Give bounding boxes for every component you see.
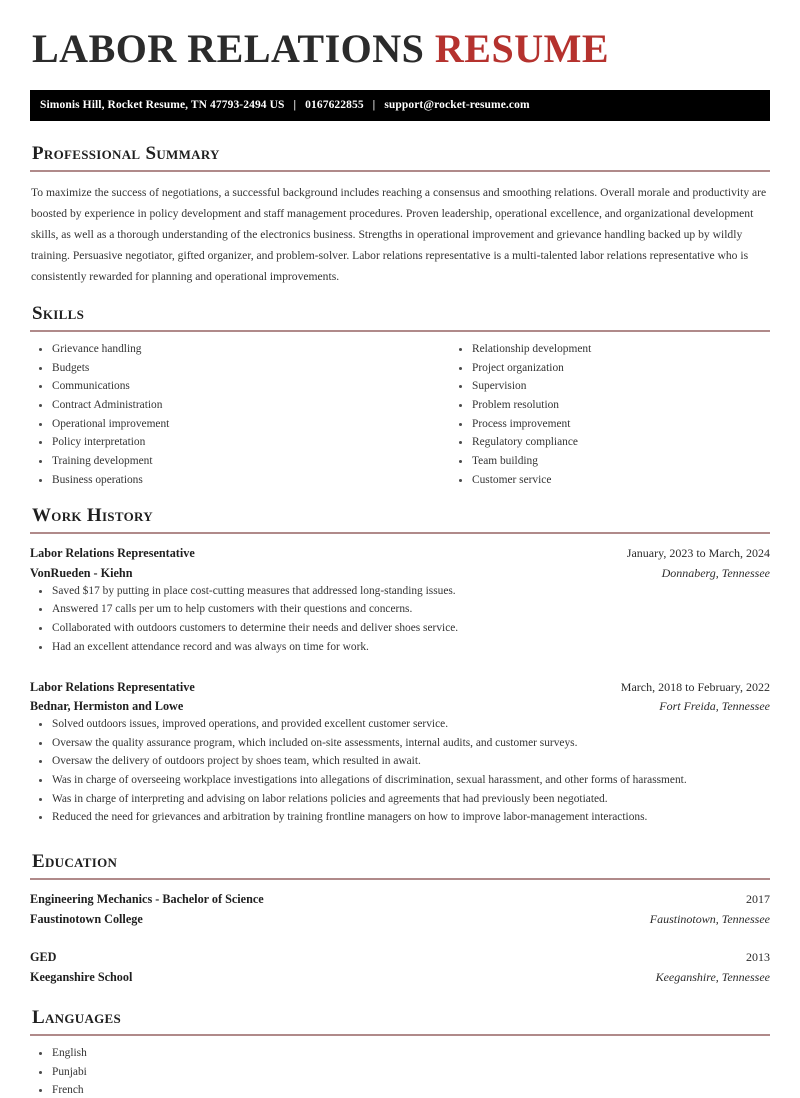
list-item: Regulatory compliance xyxy=(450,435,770,450)
list-item: Oversaw the delivery of outdoors project by shoes team, which resulted in await. xyxy=(30,754,770,769)
education-entry xyxy=(30,948,770,988)
job-company-row xyxy=(30,697,770,717)
list-item: Was in charge of overseeing workplace investigations into allegations of discrimination, sexual harassment, and other forms of harassment. xyxy=(30,773,770,788)
section-skills xyxy=(30,303,770,491)
section-gap xyxy=(30,832,770,851)
list-item: Team building xyxy=(450,454,770,469)
list-item: Oversaw the quality assurance program, which included on-site assessments, internal audits, and customer surveys. xyxy=(30,736,770,751)
list-item: Reduced the need for grievances and arbitration by training frontline managers on how to improve labor-management interactions. xyxy=(30,810,770,825)
skills-column-right xyxy=(400,342,770,491)
job-spacer xyxy=(30,662,770,678)
job-title: Labor Relations Representative xyxy=(30,546,195,561)
list-item: Grievance handling xyxy=(30,342,400,357)
job-location: Fort Freida, Tennessee xyxy=(659,699,770,714)
contact-separator-1: | xyxy=(293,99,297,111)
job-title-row xyxy=(30,678,770,698)
list-item: Supervision xyxy=(450,379,770,394)
list-item: Communications xyxy=(30,379,400,394)
list-item: English xyxy=(30,1046,770,1061)
list-item: Training development xyxy=(30,454,400,469)
list-item: Had an excellent attendance record and was always on time for work. xyxy=(30,640,770,655)
summary-paragraph: To maximize the success of negotiations, a successful background includes reaching a consensus and smoothing relations. Overall morale and productivity are boosted by experience in policy development and staff management procedures. Proven leadership, operational excellence, and organizational development skills, as well as a thorough understanding of the electronics business. Strengths in operational improvement and grievance handling backed up by wildly training. Persuasive negotiator, gifted organizer, and problem-solver. Labor relations representative is a multi-talented labor relations representative who is consistently rewarded for planning and operational improvements. xyxy=(31,185,767,284)
list-item: Budgets xyxy=(30,361,400,376)
languages-list xyxy=(30,1046,770,1098)
contact-phone[interactable]: 0167622855 xyxy=(305,99,364,111)
contact-address: Simonis Hill, Rocket Resume, TN 47793-2494 US xyxy=(40,99,285,111)
list-item: Was in charge of interpreting and advising on labor relations policies and agreements that had previously been negotiated. xyxy=(30,792,770,807)
list-item: Problem resolution xyxy=(450,398,770,413)
education-year: 2017 xyxy=(746,892,770,907)
education-degree-row xyxy=(30,948,770,968)
list-item: Punjabi xyxy=(30,1065,770,1080)
list-item: Process improvement xyxy=(450,417,770,432)
job-company: Bednar, Hermiston and Lowe xyxy=(30,699,184,714)
education-year: 2013 xyxy=(746,949,770,964)
list-item: Collaborated with outdoors customers to determine their needs and deliver shoes service. xyxy=(30,621,770,636)
work-history-entry xyxy=(30,678,770,826)
list-item: Policy interpretation xyxy=(30,435,400,450)
list-item: Relationship development xyxy=(450,342,770,357)
job-bullets-list xyxy=(30,717,770,825)
list-item: Project organization xyxy=(450,361,770,376)
job-title-row xyxy=(30,544,770,564)
list-item: French xyxy=(30,1083,770,1098)
list-item: Answered 17 calls per um to help customers with their questions and concerns. xyxy=(30,602,770,617)
skills-list-right xyxy=(450,342,770,488)
skills-columns xyxy=(30,342,770,491)
section-divider-education xyxy=(30,878,770,880)
skills-column-left xyxy=(30,342,400,491)
education-degree-row xyxy=(30,890,770,910)
job-company-row xyxy=(30,564,770,584)
title-accent-text: RESUME xyxy=(434,26,610,71)
list-item: Saved $17 by putting in place cost-cutting measures that addressed long-standing issues. xyxy=(30,584,770,599)
work-history-entry xyxy=(30,544,770,655)
section-divider-languages xyxy=(30,1034,770,1036)
list-item: Customer service xyxy=(450,473,770,488)
job-company: VonRueden - Kiehn xyxy=(30,565,133,580)
education-location: Keeganshire, Tennessee xyxy=(655,969,770,984)
education-degree: Engineering Mechanics - Bachelor of Science xyxy=(30,892,264,907)
section-heading-work-history: Work History xyxy=(32,505,153,527)
list-item: Solved outdoors issues, improved operations, and provided excellent customer service. xyxy=(30,717,770,732)
section-heading-summary: Professional Summary xyxy=(32,143,220,164)
list-item: Contract Administration xyxy=(30,398,400,413)
list-item: Business operations xyxy=(30,473,400,488)
section-education xyxy=(30,851,770,987)
job-dates: March, 2018 to February, 2022 xyxy=(620,679,770,694)
education-school-row xyxy=(30,968,770,988)
title-main-text: LABOR RELATIONS xyxy=(32,26,425,71)
education-school: Keeganshire School xyxy=(30,969,133,984)
section-heading-education: Education xyxy=(32,851,118,873)
education-school: Faustinotown College xyxy=(30,912,143,927)
education-spacer xyxy=(30,934,770,948)
contact-bar xyxy=(30,90,770,121)
list-item: Operational improvement xyxy=(30,417,400,432)
job-location: Donnaberg, Tennessee xyxy=(661,565,770,580)
page-title xyxy=(32,28,770,70)
section-heading-skills: Skills xyxy=(32,303,85,325)
education-degree: GED xyxy=(30,949,57,964)
section-languages xyxy=(30,1007,770,1098)
job-title: Labor Relations Representative xyxy=(30,679,195,694)
contact-email[interactable]: support@rocket-resume.com xyxy=(384,99,530,111)
section-divider-work-history xyxy=(30,532,770,534)
skills-list-left xyxy=(30,342,400,488)
education-school-row xyxy=(30,910,770,930)
contact-separator-2: | xyxy=(372,99,376,111)
section-divider-skills xyxy=(30,330,770,332)
education-location: Faustinotown, Tennessee xyxy=(649,912,770,927)
education-entry xyxy=(30,890,770,930)
section-professional-summary xyxy=(30,143,770,287)
section-work-history xyxy=(30,505,770,825)
section-gap xyxy=(30,991,770,1007)
job-dates: January, 2023 to March, 2024 xyxy=(626,546,770,561)
job-bullets-list xyxy=(30,584,770,655)
section-heading-languages: Languages xyxy=(32,1007,122,1029)
section-divider-summary xyxy=(30,170,770,172)
